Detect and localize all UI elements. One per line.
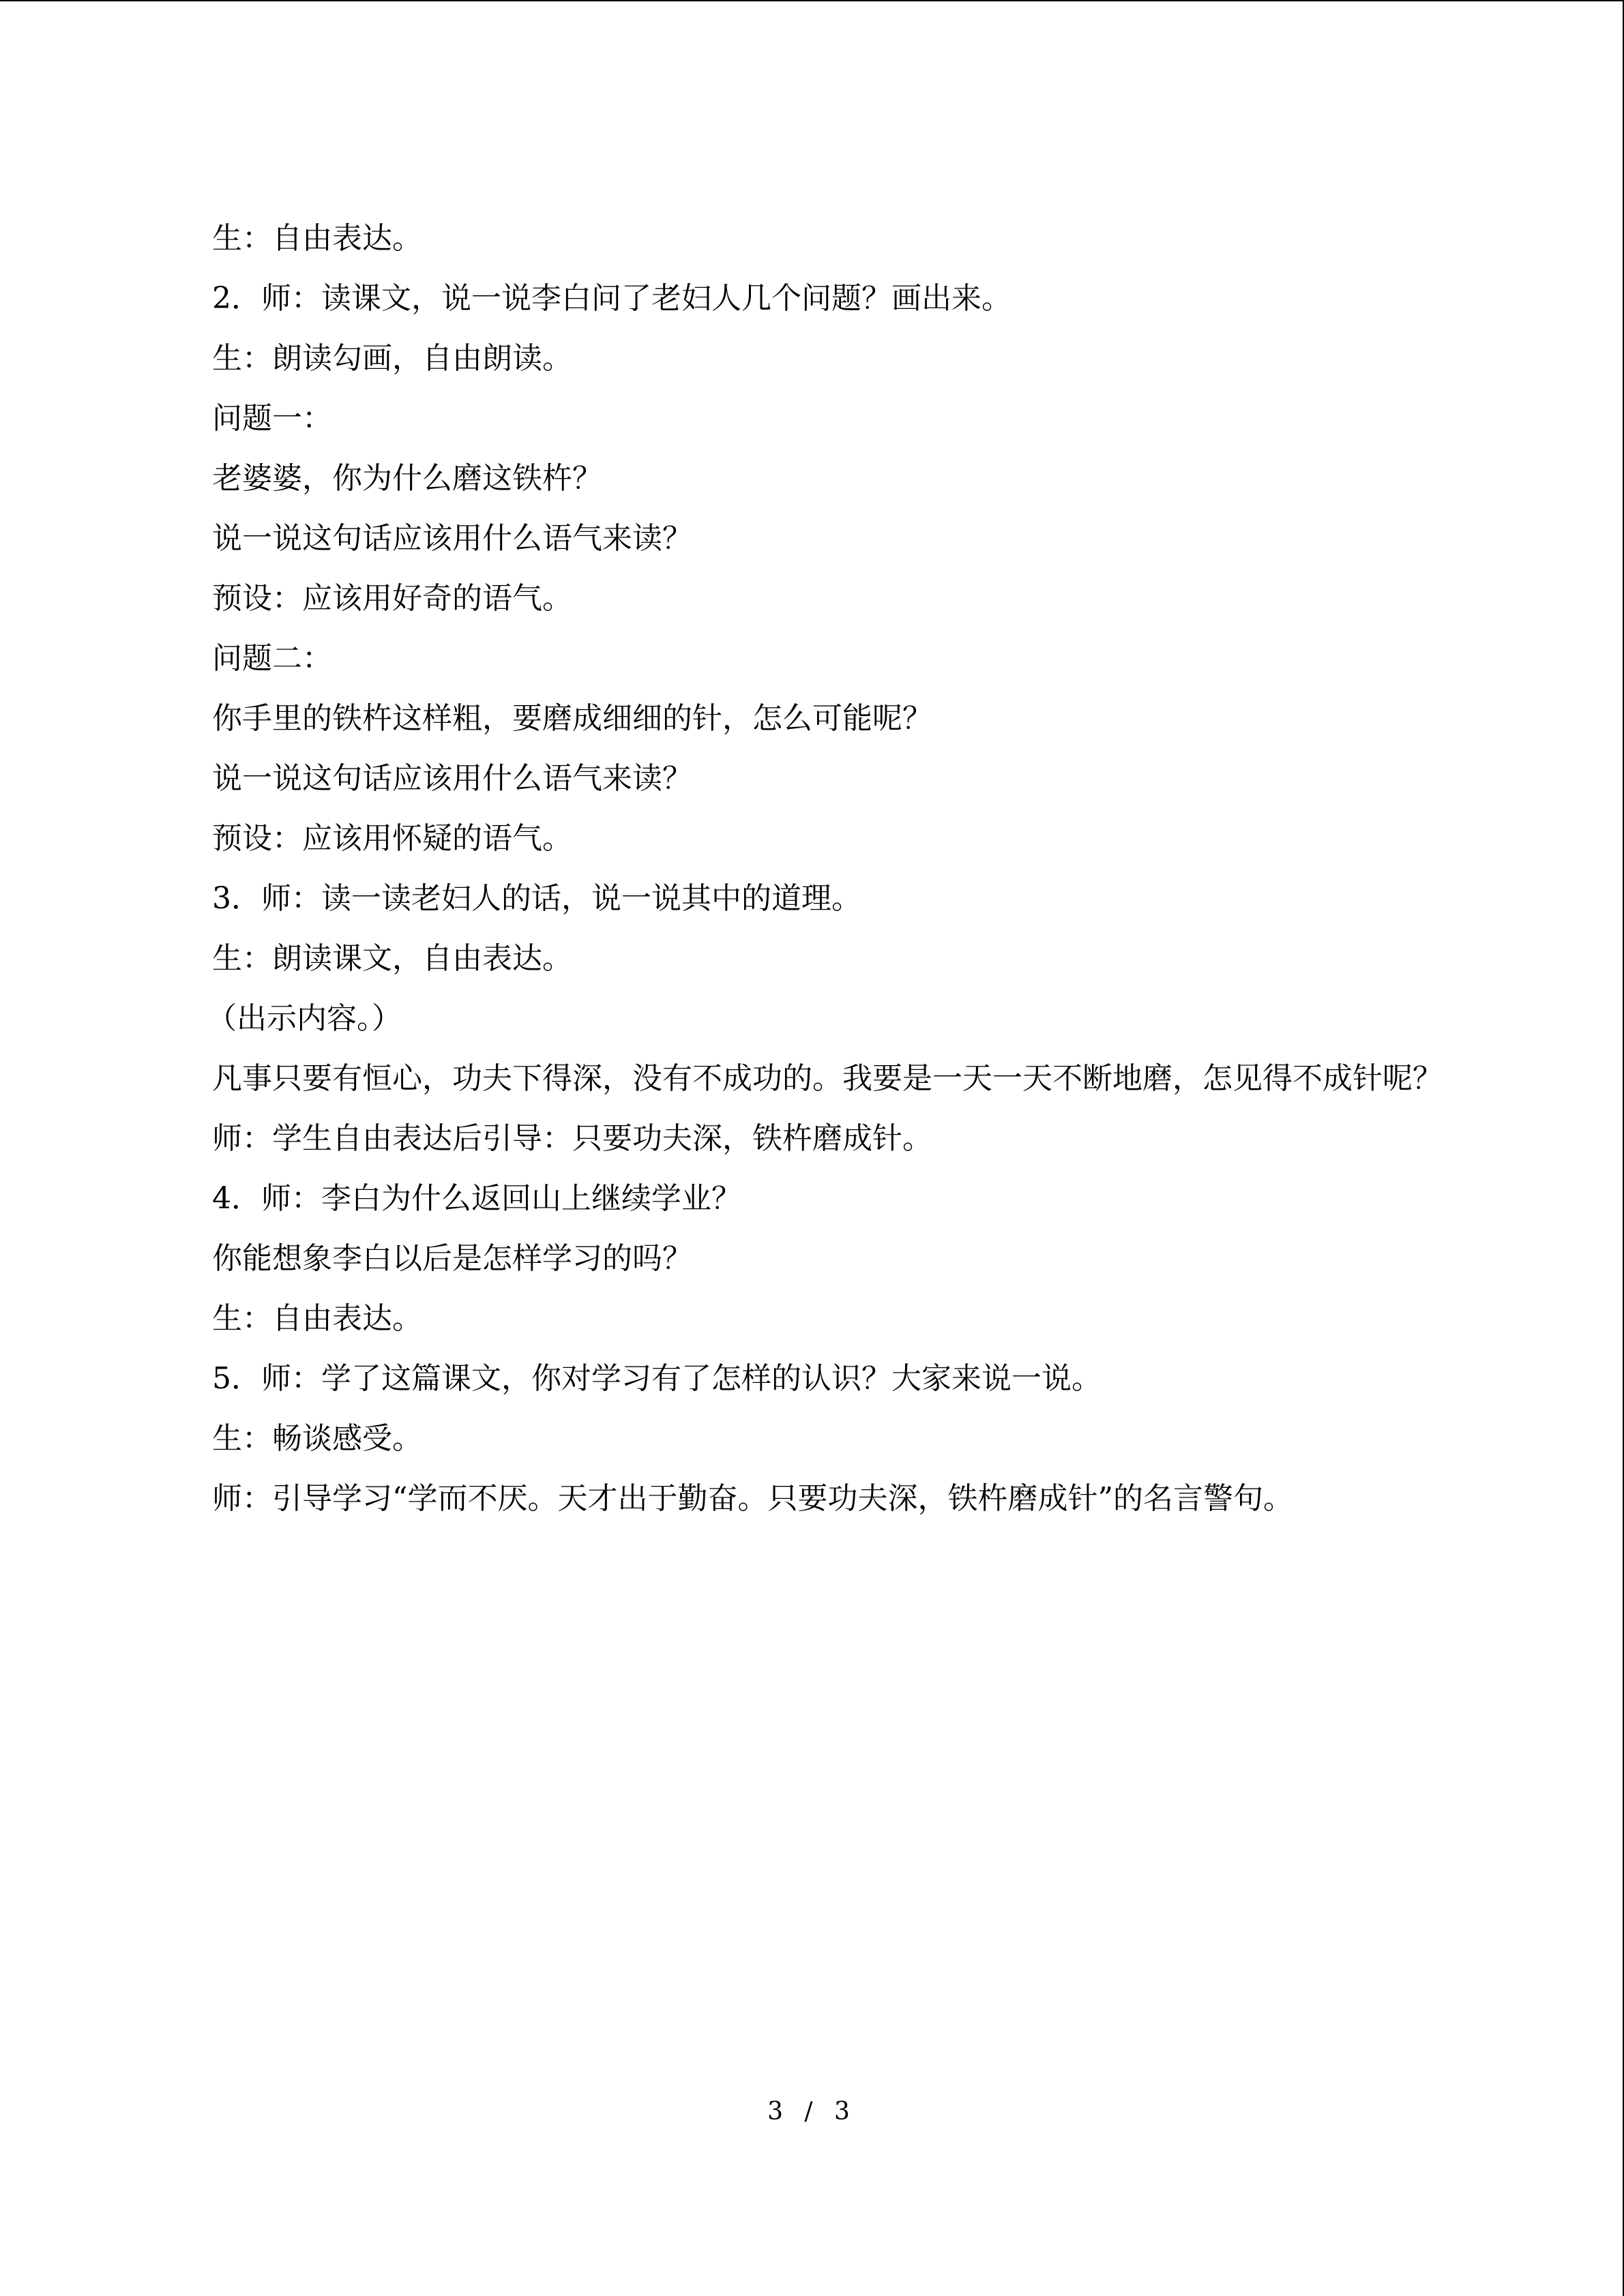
- paragraph: 5．师：学了这篇课文，你对学习有了怎样的认识？大家来说一说。: [212, 1361, 1102, 1396]
- document-body: [147, 209, 1466, 1529]
- paragraph: 生：朗读课文，自由表达。: [212, 941, 572, 976]
- paragraph: 生：自由表达。: [212, 221, 422, 256]
- paragraph: 师：引导学习“学而不厌。天才出于勤奋。只要功夫深，铁杵磨成针”的名言警句。: [212, 1481, 1293, 1516]
- paragraph: 问题二：: [212, 641, 332, 676]
- paragraph: 说一说这句话应该用什么语气来读？: [212, 521, 692, 556]
- paragraph: 说一说这句话应该用什么语气来读？: [212, 761, 692, 796]
- paragraph: 预设：应该用怀疑的语气。: [212, 821, 572, 856]
- paragraph: 3．师：读一读老妇人的话，说一说其中的道理。: [212, 881, 861, 916]
- paragraph: 生：自由表达。: [212, 1301, 422, 1336]
- page-border-top: [0, 0, 1624, 1]
- paragraph: 师：学生自由表达后引导：只要功夫深，铁杵磨成针。: [212, 1121, 932, 1156]
- paragraph: 生：畅谈感受。: [212, 1421, 422, 1456]
- paragraph: 你手里的铁杵这样粗，要磨成细细的针，怎么可能呢？: [212, 701, 932, 736]
- paragraph: （出示内容。）: [207, 1001, 402, 1036]
- paragraph: 4．师：李白为什么返回山上继续学业？: [212, 1181, 741, 1216]
- paragraph: 问题一：: [212, 401, 332, 436]
- page-number: 3 / 3: [767, 2098, 857, 2126]
- paragraph: 预设：应该用好奇的语气。: [212, 581, 572, 616]
- paragraph: 2．师：读课文，说一说李白问了老妇人几个问题？画出来。: [212, 281, 1012, 316]
- paragraph: 你能想象李白以后是怎样学习的吗？: [212, 1241, 692, 1276]
- paragraph: 老婆婆，你为什么磨这铁杵？: [212, 461, 602, 496]
- paragraph: 凡事只要有恒心，功夫下得深，没有不成功的。我要是一天一天不断地磨，怎见得不成针呢？: [212, 1061, 1443, 1096]
- paragraph: 生：朗读勾画，自由朗读。: [212, 341, 572, 376]
